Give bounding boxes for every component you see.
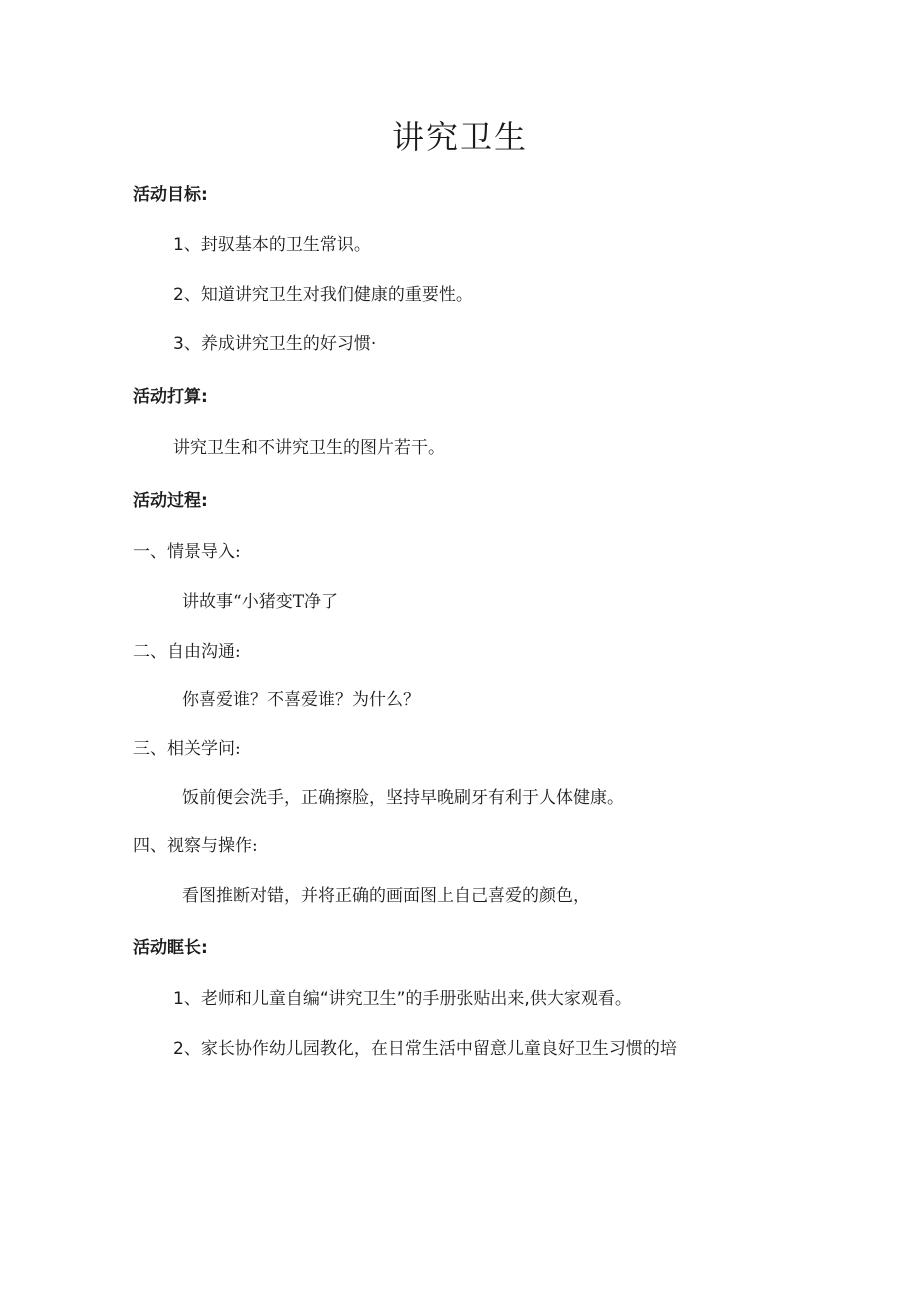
section-heading-goal: 活动目标: (133, 185, 208, 205)
process-step-1-label: 一、情景导入: (133, 542, 241, 562)
process-step-1-text: 讲故事“小猪变T净了 (182, 592, 339, 612)
section-heading-extension: 活动眶长: (133, 938, 208, 958)
extension-item-1: 1、老师和儿童自编“讲究卫生”的手册张贴出来,供大家观看。 (173, 989, 632, 1009)
goal-item-1: 1、封驭基本的卫生常识。 (173, 235, 371, 255)
prep-text: 讲究卫生和不讲究卫生的图片若干。 (173, 438, 445, 458)
process-step-2-label: 二、自由沟通: (133, 642, 241, 662)
process-step-2-text: 你喜爱谁？不喜爱谁？为什么？ (182, 690, 420, 710)
extension-item-2: 2、家长协作幼儿园教化，在日常生活中留意儿童良好卫生习惯的培 (173, 1039, 677, 1059)
section-heading-prep: 活动打算: (133, 387, 208, 407)
process-step-4-label: 四、视察与操作: (133, 836, 258, 856)
process-step-3-text: 饭前便会洗手，正确擦脸，坚持早晚刷牙有利于人体健康。 (182, 788, 624, 808)
process-step-3-label: 三、相关学问: (133, 739, 241, 759)
goal-item-2: 2、知道讲究卫生对我们健康的重要性。 (173, 285, 473, 305)
process-step-4-text: 看图推断对错，并将正确的画面图上自己喜爱的颜色， (182, 886, 590, 906)
section-heading-process: 活动过程: (133, 491, 208, 511)
goal-item-3: 3、养成讲究卫生的好习惯· (173, 334, 377, 354)
document-title: 讲究卫生 (391, 118, 528, 156)
